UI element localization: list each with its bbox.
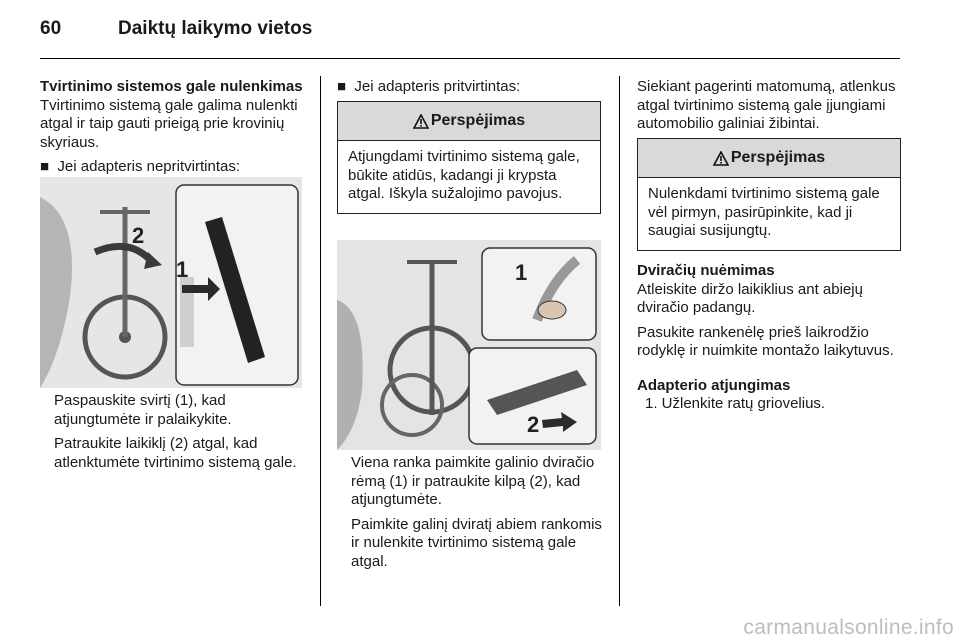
warning-title: Perspėjimas <box>730 149 826 166</box>
figure-label-2: 2 <box>527 412 540 437</box>
header-rule <box>40 58 900 59</box>
body-text: Atleiskite diržo laikiklius ant abiejų dviračio padangų. <box>637 280 863 316</box>
figure-label-2: 2 <box>132 223 145 248</box>
column-2 <box>337 78 605 103</box>
bike-rack-illustration-2 <box>337 240 601 450</box>
page-header <box>40 18 312 40</box>
warning-box <box>637 138 901 251</box>
page-number: 60 <box>40 18 62 39</box>
warning-triangle-icon <box>713 151 729 166</box>
bullet-item: ■ Jei adapteris nepritvirtintas: <box>40 158 240 175</box>
intro-text: Siekiant pagerinti matomumą, atlenkus atgal tvirtinimo sistemą gale įjungiami automobilio galiniai žibintai. <box>637 78 896 132</box>
step-text: Paimkite galinį dviratį abiem rankomis ir nulenkite tvirtinimo sistemą gale atgal. <box>351 515 602 570</box>
figure-label-1: 1 <box>515 260 528 285</box>
column-1-steps <box>40 392 308 478</box>
figure-adapter-release <box>40 177 302 388</box>
section-heading: Tvirtinimo sistemos gale nulenkimas <box>40 78 303 95</box>
warning-title: Perspėjimas <box>430 112 526 129</box>
warning-triangle-icon <box>413 114 429 129</box>
column-1 <box>40 78 308 183</box>
warning-box <box>337 101 601 214</box>
figure-frame-release <box>337 240 601 450</box>
page-title: Daiktų laikymo vietos <box>118 18 313 39</box>
column-2-steps <box>337 454 607 577</box>
warning-header <box>338 102 600 141</box>
section-heading: Adapterio atjungimas <box>637 376 791 394</box>
column-divider-2 <box>619 76 620 606</box>
column-3 <box>637 78 907 140</box>
section-heading: Dviračių nuėmimas <box>637 262 775 279</box>
warning-text: Nulenkdami tvirtinimo sistemą gale vėl pirmyn, pasirūpinkite, kad ji saugiai susijungtų. <box>648 185 880 239</box>
body-text: Pasukite rankenėlę prieš laikrodžio rodyklę ir nuimkite montažo laikytuvus. <box>637 323 894 359</box>
step-text: Patraukite laikiklį (2) atgal, kad atlenktumėte tvirtinimo sistemą gale. <box>54 435 297 471</box>
column-divider-1 <box>320 76 321 606</box>
bike-rack-illustration-1 <box>40 177 302 388</box>
watermark-text: carmanualsonline.info <box>743 616 954 639</box>
step-text: Paspauskite svirtį (1), kad atjungtumėte ir palaikykite. <box>54 392 232 428</box>
intro-text: Tvirtinimo sistemą gale galima nulenkti atgal ir taip gauti prieigą prie krovinių skyriaus. <box>40 96 298 151</box>
bullet-item: ■ Jei adapteris pritvirtintas: <box>337 78 521 95</box>
list-item: 1. Užlenkite ratų griovelius. <box>645 395 826 412</box>
figure-label-1: 1 <box>176 257 189 282</box>
warning-header <box>638 139 900 178</box>
step-text: Viena ranka paimkite galinio dviračio rėmą (1) ir patraukite kilpą (2), kad atjungtumėte. <box>351 454 595 508</box>
column-3-sections <box>637 262 907 420</box>
warning-text: Atjungdami tvirtinimo sistemą gale, būkite atidūs, kadangi ji krypsta atgal. Iškyla sužalojimo pavojus. <box>348 148 580 202</box>
